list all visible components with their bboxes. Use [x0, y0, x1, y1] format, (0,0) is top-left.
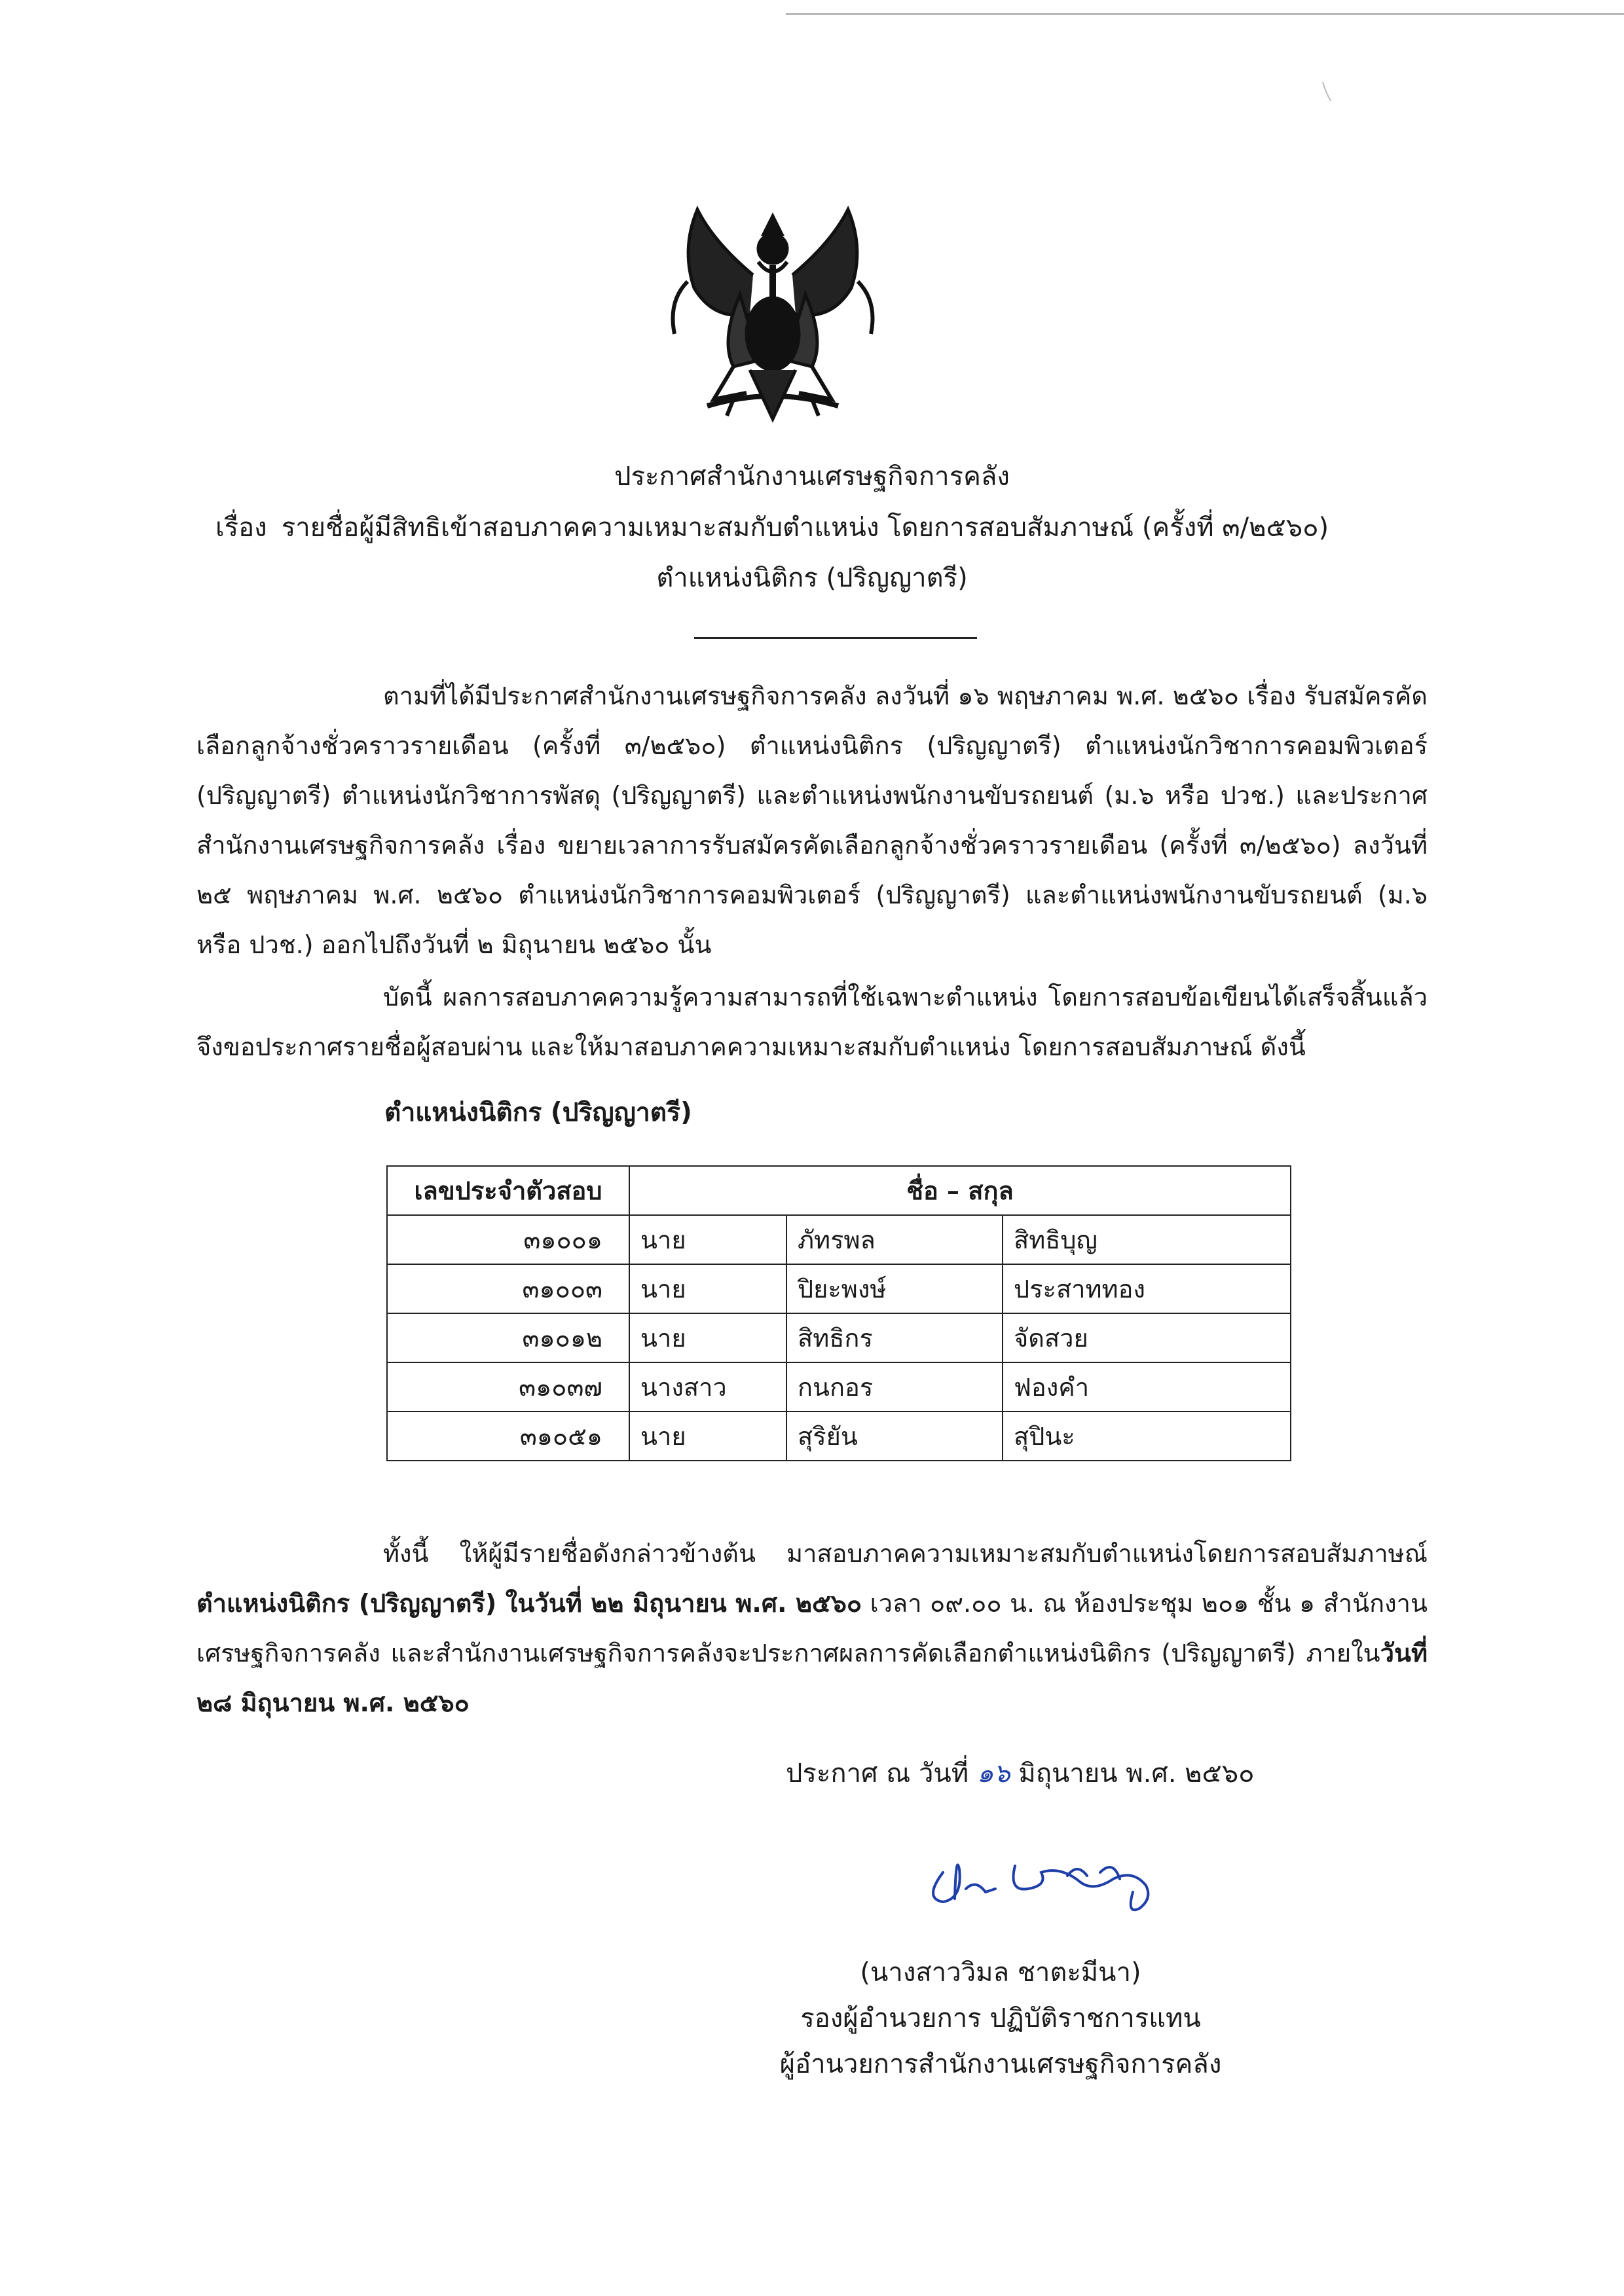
- title-cell: นางสาว: [629, 1362, 786, 1412]
- paragraph-3-bold-deadline: วันที่ ๒๘ มิถุนายน พ.ศ. ๒๕๖๐: [196, 1639, 1428, 1717]
- last-name-cell: สิทธิบุญ: [1003, 1215, 1291, 1264]
- header-exam-id: เลขประจำตัวสอบ: [387, 1166, 629, 1215]
- candidate-table: [386, 1165, 1291, 1461]
- issuer-title: ประกาศสำนักงานเศรษฐกิจการคลัง: [614, 462, 1010, 492]
- paragraph-1-text: ตามที่ได้มีประกาศสำนักงานเศรษฐกิจการคลัง ลงวันที่ ๑๖ พฤษภาคม พ.ศ. ๒๕๖๐ เรื่อง รับสมัครคัดเลือกลูกจ้างชั่วคราวรายเดือน (ครั้งที่ ๓/๒๕๖๐) ตำแหน่งนิติกร (ปริญญาตรี) ตำแหน่งนักวิชาการคอมพิวเตอร์ (ปริญญาตรี) ตำแหน่งนักวิชาการพัสดุ (ปริญญาตรี) และตำแหน่งพนักงานขับรถยนต์ (ม.๖ หรือ ปวช.) และประกาศสำนักงานเศรษฐกิจการคลัง เรื่อง ขยายเวลาการรับสมัครคัดเลือกลูกจ้างชั่วคราวรายเดือน (ครั้งที่ ๓/๒๕๖๐) ลงวันที่ ๒๕ พฤษภาคม พ.ศ. ๒๕๖๐ ตำแหน่งนักวิชาการคอมพิวเตอร์ (ปริญญาตรี) และตำแหน่งพนักงานขับรถยนต์ (ม.๖ หรือ ปวช.) ออกไปถึงวันที่ ๒ มิถุนายน ๒๕๖๐ นั้น: [196, 682, 1428, 959]
- title-cell: นาย: [629, 1412, 786, 1461]
- table-row: [387, 1215, 1291, 1264]
- first-name-cell: สุริยัน: [786, 1412, 1003, 1461]
- exam-id-cell: ๓๑๐๕๑: [387, 1412, 629, 1461]
- table-row: [387, 1362, 1291, 1412]
- first-name-cell: สิทธิกร: [786, 1313, 1003, 1362]
- subject-line: [215, 509, 1329, 546]
- scan-edge-line: [786, 13, 1624, 15]
- exam-id-cell: ๓๑๐๐๓: [387, 1264, 629, 1313]
- paragraph-3-text-a: ทั้งนี้ ให้ผู้มีรายชื่อดังกล่าวข้างต้น มาสอบภาคความเหมาะสมกับตำแหน่งโดยการสอบสัมภาษณ์: [383, 1539, 1428, 1568]
- title-cell: นาย: [629, 1313, 786, 1362]
- paragraph-3-bold-date: ตำแหน่งนิติกร (ปริญญาตรี) ในวันที่ ๒๒ มิถุนายน พ.ศ. ๒๕๖๐: [196, 1589, 862, 1618]
- exam-id-cell: ๓๑๐๑๒: [387, 1313, 629, 1362]
- signer-title-2: ผู้อำนวยการสำนักงานเศรษฐกิจการคลัง: [779, 2049, 1222, 2079]
- date-prefix: ประกาศ ณ วันที่: [786, 1758, 969, 1789]
- date-suffix: มิถุนายน พ.ศ. ๒๕๖๐: [1018, 1758, 1255, 1789]
- subject-text: รายชื่อผู้มีสิทธิเข้าสอบภาคความเหมาะสมกับตำแหน่ง โดยการสอบสัมภาษณ์ (ครั้งที่ ๓/๒๕๖๐): [281, 513, 1329, 543]
- first-name-cell: ปิยะพงษ์: [786, 1264, 1003, 1313]
- table-row: [387, 1264, 1291, 1313]
- title-cell: นาย: [629, 1264, 786, 1313]
- position-title: ตำแหน่งนิติกร (ปริญญาตรี): [656, 563, 968, 593]
- last-name-cell: จัดสวย: [1003, 1313, 1291, 1362]
- header-full-name: ชื่อ – สกุล: [629, 1166, 1291, 1215]
- last-name-cell: ประสาททอง: [1003, 1264, 1291, 1313]
- paragraph-background: [196, 671, 1428, 970]
- section-title: ตำแหน่งนิติกร (ปริญญาตรี): [384, 1098, 692, 1127]
- exam-id-cell: ๓๑๐๐๑: [387, 1215, 629, 1264]
- first-name-cell: ภัทรพล: [786, 1215, 1003, 1264]
- table-header-row: [387, 1166, 1291, 1215]
- table-row: [387, 1412, 1291, 1461]
- title-cell: นาย: [629, 1215, 786, 1264]
- paragraph-result: [196, 972, 1428, 1072]
- last-name-cell: สุปินะ: [1003, 1412, 1291, 1461]
- scan-speck: [1316, 79, 1342, 105]
- paragraph-2-text: บัดนี้ ผลการสอบภาคความรู้ความสามารถที่ใช้เฉพาะตำแหน่ง โดยการสอบข้อเขียนได้เสร็จสิ้นแล้ว จึงขอประกาศรายชื่อผู้สอบผ่าน และให้มาสอบภาคความเหมาะสมกับตำแหน่ง โดยการสอบสัมภาษณ์ ดังนี้: [196, 983, 1428, 1061]
- exam-id-cell: ๓๑๐๓๗: [387, 1362, 629, 1412]
- garuda-emblem-icon: [635, 203, 910, 426]
- header-divider: [694, 637, 977, 639]
- table-row: [387, 1313, 1291, 1362]
- first-name-cell: กนกอร: [786, 1362, 1003, 1412]
- announcement-date: [786, 1755, 1255, 1792]
- signer-title-1: รองผู้อำนวยการ ปฏิบัติราชการแทน: [800, 2003, 1201, 2033]
- date-day: ๑๖: [976, 1758, 1010, 1789]
- subject-label: เรื่อง: [215, 513, 267, 543]
- handwritten-signature-icon: [917, 1827, 1192, 1925]
- signer-name: (นางสาววิมล ชาตะมีนา): [860, 1958, 1141, 1988]
- paragraph-3-text-c: เวลา ๐๙.๐๐ น. ณ ห้องประชุม ๒๐๑ ชั้น ๑ สำนักงานเศรษฐกิจการคลัง และสำนักงานเศรษฐกิจการคลังจะประกาศผลการคัดเลือกตำแหน่งนิติกร (ปริญญาตรี) ภายใน: [196, 1589, 1428, 1667]
- last-name-cell: ฟองคำ: [1003, 1362, 1291, 1412]
- paragraph-interview: [196, 1529, 1428, 1728]
